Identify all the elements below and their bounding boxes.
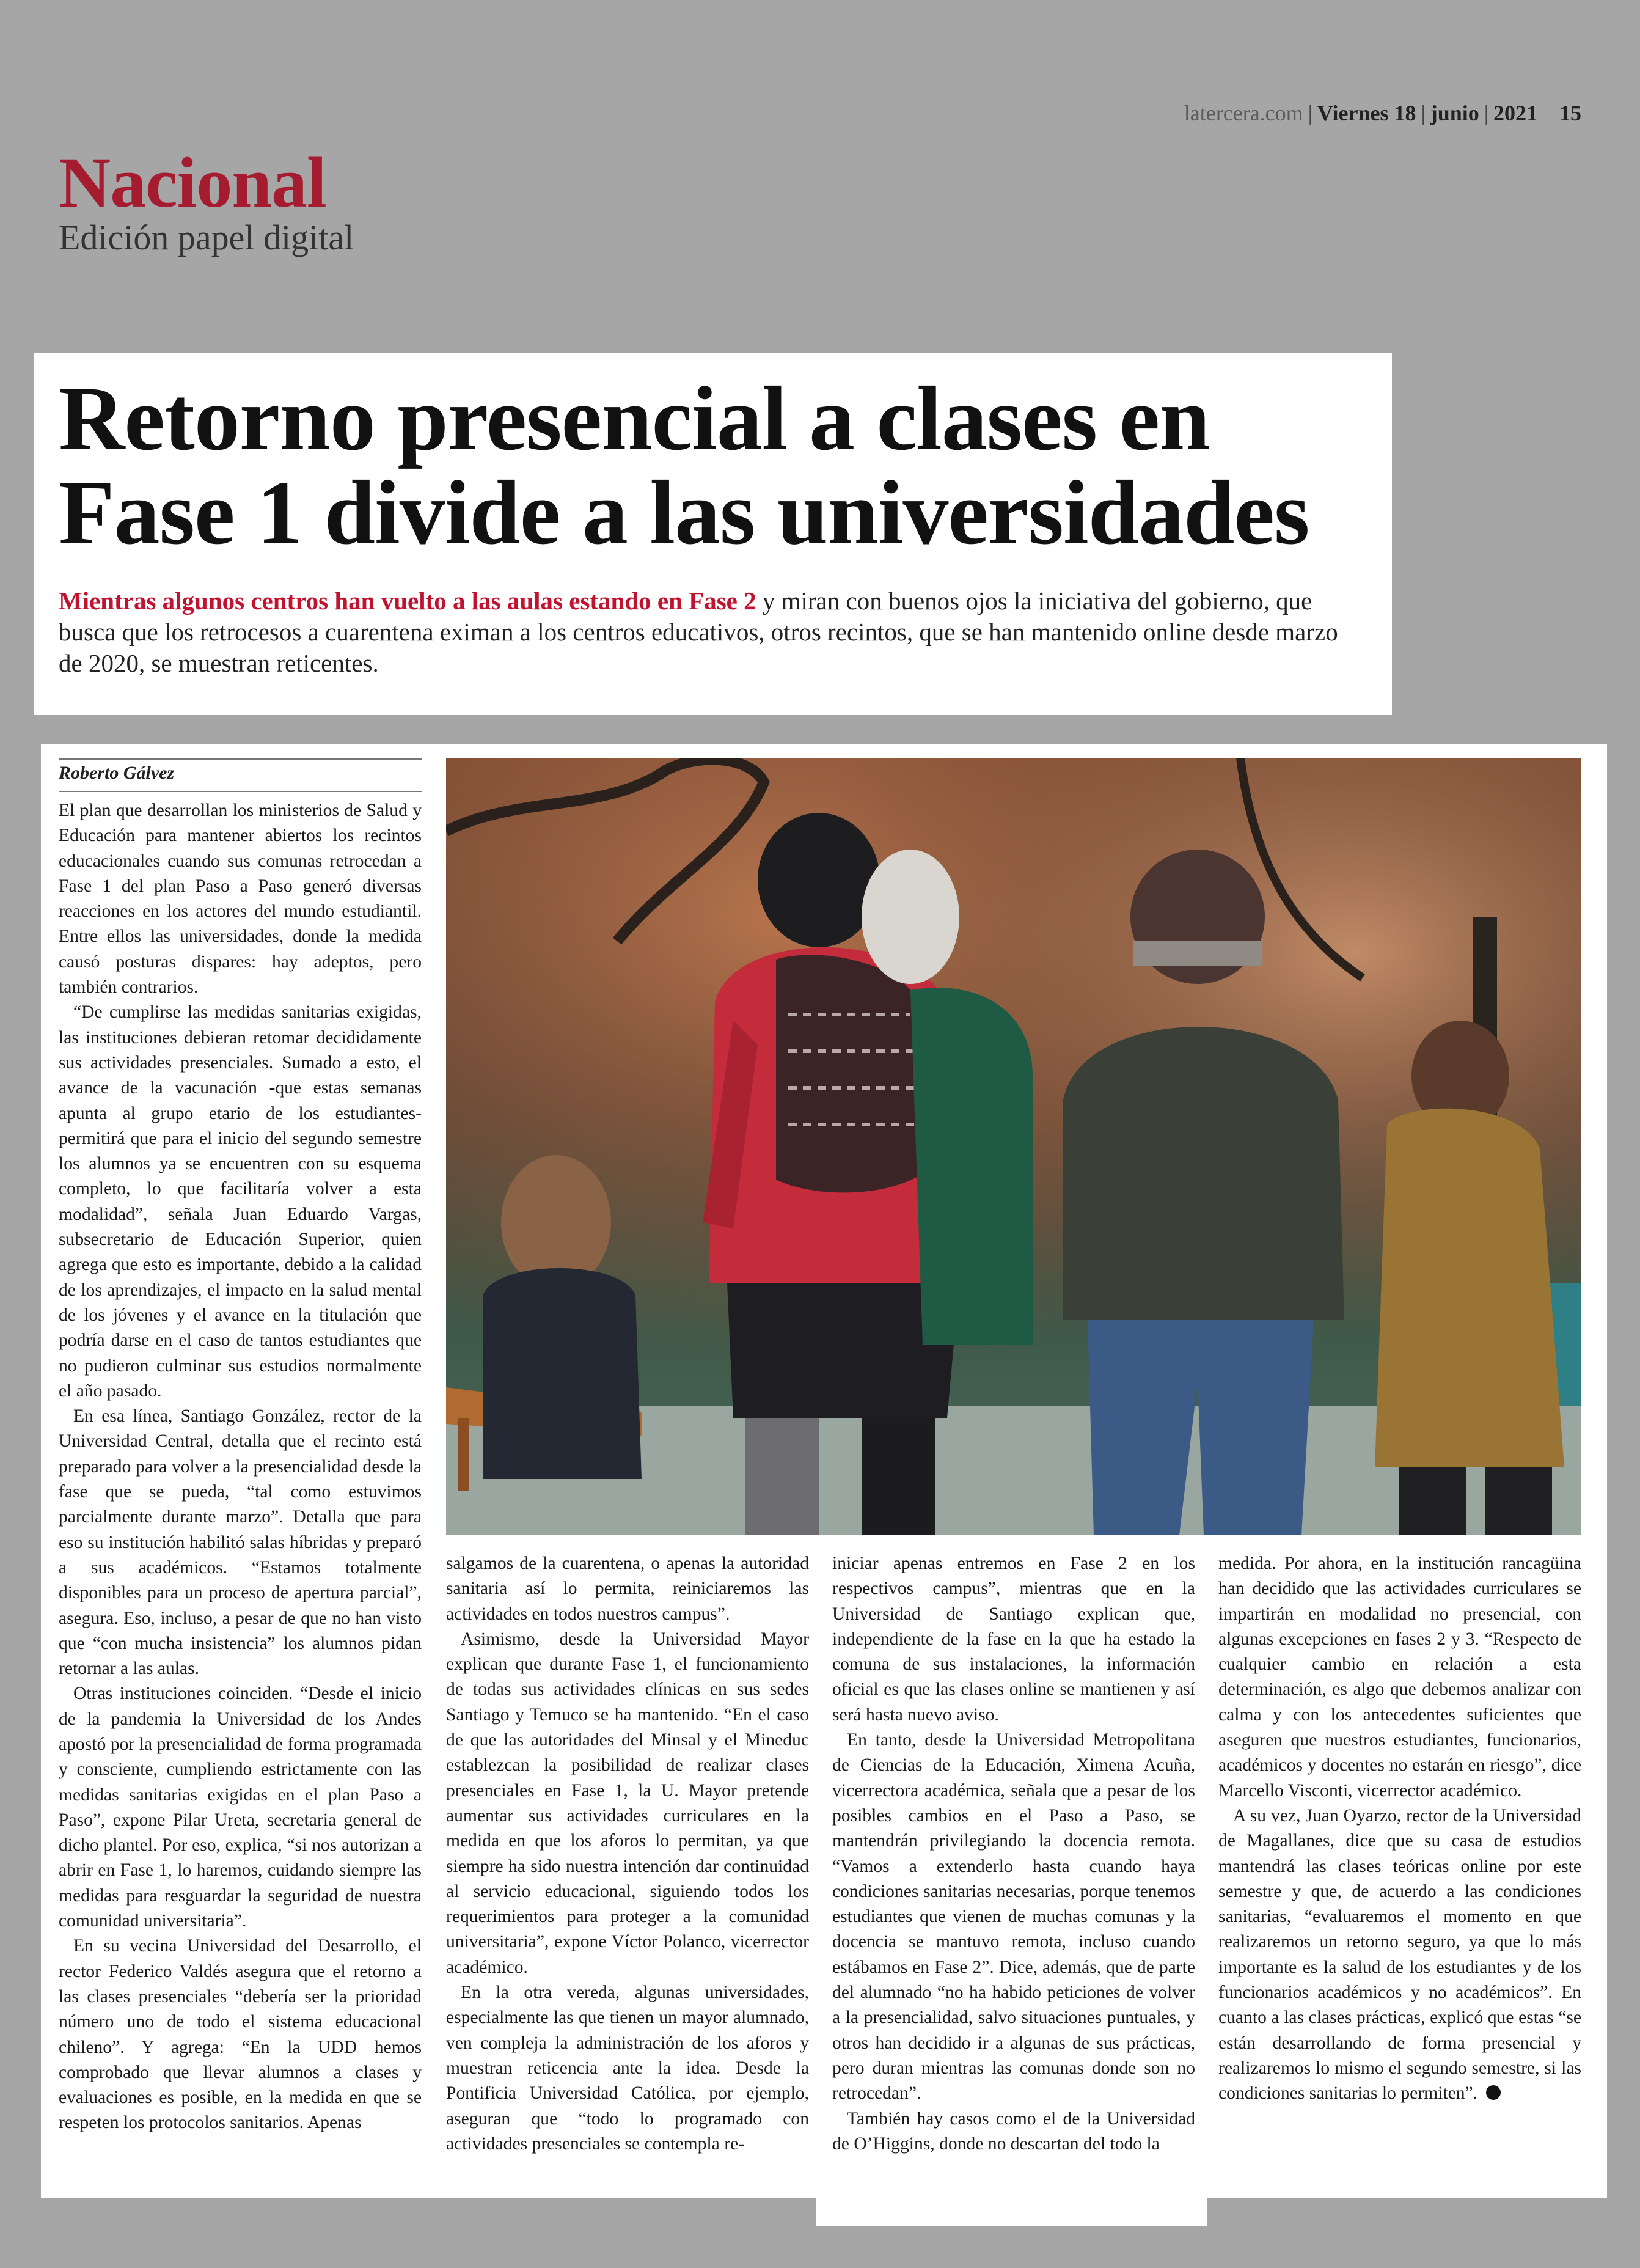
paragraph: El plan que desarrollan los ministerios de Salud y Educación para mantener abiertos los recintos educacionales cuando sus comunas retrocedan a Fase 1 del plan Paso a Paso generó diversas reacciones en los actores del mundo estudiantil. Entre ellos las universidades, donde la medida causó posturas dispares: hay adeptos, pero también contrarios.	[59, 801, 422, 997]
date-year: 2021	[1493, 101, 1537, 125]
byline-rule-bottom	[59, 791, 422, 792]
paragraph: “De cumplirse las medidas sanitarias exigidas, las instituciones debieran retomar decididamente sus actividades presenciales. Sumado a esto, el avance de la vacunación -que estas semanas apunta al grupo etario de los estudiantes- permitirá que para el inicio del segundo semestre los alumnos ya se encuentren con su esquema completo, lo que facilitaría volver a esta modalidad”, señala Juan Eduardo Vargas, subsecretario de Educación Superior, quien agrega que esto es importante, debido a la calidad de los aprendizajes, el impacto en la salud mental de los jóvenes y el avance en la titulación que podría darse en el caso de tantos estudiantes que no pudieron culminar sus estudios normalmente el año pasado.	[59, 1002, 422, 1401]
section-title: Nacional	[59, 142, 326, 222]
article-column-1	[59, 798, 422, 2136]
paragraph: Otras instituciones coinciden. “Desde el inicio de la pandemia la Universidad de los Andes apostó por la presencialidad de forma programada y consciente, cumpliendo estrictamente con las medidas sanitarias exigidas en el plan Paso a Paso”, expone Pilar Ureta, secretaria general de dicho plantel. Por eso, explica, “si nos autorizan a abrir en Fase 1, lo haremos, cuidando siempre las medidas para resguardar la seguridad de nuestra comunidad universitaria”.	[59, 1684, 422, 1931]
page-number: 15	[1559, 101, 1581, 125]
date-weekday: Viernes 18	[1317, 101, 1416, 125]
date-month: junio	[1430, 101, 1479, 125]
paragraph: iniciar apenas entremos en Fase 2 en los respectivos campus”, mientras que en la Universidad de Santiago explican que, independiente de la fase en la que ha estado la comuna de sus instalaciones, la información oficial es que las clases online se mantienen y así será hasta nuevo aviso.	[832, 1554, 1195, 1725]
article-column-4	[1218, 1551, 1581, 2107]
byline-rule-top	[59, 758, 422, 760]
body-panel-tab	[816, 2198, 1207, 2226]
paragraph: salgamos de la cuarentena, o apenas la autoridad sanitaria así lo permita, reiniciaremos las actividades en todos nuestros campus”.	[446, 1554, 809, 1624]
article-photo	[446, 758, 1581, 1535]
headline-line-1: Retorno presencial a clases en	[59, 368, 1210, 469]
article-column-3	[832, 1551, 1195, 2157]
dek-lead: Mientras algunos centros han vuelto a las aulas estando en Fase 2	[59, 587, 756, 615]
site-name[interactable]: latercera.com	[1184, 101, 1303, 125]
paragraph: En su vecina Universidad del Desarrollo, el rector Federico Valdés asegura que el retorno a las clases presenciales “debería ser la prioridad número uno de todo el sistema educacional chileno”. Y agrega: “En la UDD hemos comprobado que llevar alumnos a clases y evaluaciones es posible, en la medida en que se respeten los protocolos sanitarios. Apenas	[59, 1936, 422, 2133]
paragraph: En la otra vereda, algunas universidades, especialmente las que tienen un mayor alumnado, ven compleja la administración de los aforos y muestran reticencia ante la idea. Desde la Pontificia Universidad Católica, por ejemplo, aseguran que “todo lo programado con actividades presenciales se contempla re-	[446, 1983, 809, 2154]
byline: Roberto Gálvez	[59, 763, 175, 783]
students-walking-image	[446, 758, 1581, 1535]
article-dek	[59, 585, 1342, 679]
headline-line-2: Fase 1 divide a las universidades	[59, 462, 1309, 563]
paragraph: A su vez, Juan Oyarzo, rector de la Universidad de Magallanes, dice que su casa de estudios mantendrá las clases teóricas online por este semestre y que, de acuerdo a las condiciones sanitarias, “evaluaremos el momento en que realizaremos un retorno seguro, ya que lo más importante es la salud de los estudiantes y de los funcionarios académicos y no académicos”. En cuanto a las clases prácticas, explicó que estas “se están desarrollando de forma presencial y realizaremos lo mismo el segundo semestre, si las condiciones sanitarias lo permiten”.	[1218, 1804, 1581, 2107]
dek-rest: y miran con buenos ojos la iniciativa del gobierno, que busca que los retrocesos a cuarentena eximan a los centros educativos, otros recintos, que se han mantenido online desde marzo de 2020, se muestran reticentes.	[59, 587, 1338, 677]
paragraph: También hay casos como el de la Universidad de O’Higgins, donde no descartan del todo la	[832, 2108, 1195, 2154]
edition-subtitle: Edición papel digital	[59, 218, 354, 257]
masthead: latercera.com | Viernes 18 | junio | 2021 15	[1184, 101, 1581, 125]
article-headline	[59, 368, 1372, 563]
article-column-2	[446, 1551, 809, 2157]
paragraph: En tanto, desde la Universidad Metropolitana de Ciencias de la Educación, Ximena Acuña, vicerrectora académica, señala que a pesar de los posibles cambios en el Paso a Paso, se mantendrán privilegiando la docencia remota. “Vamos a extenderlo hasta cuando haya condiciones sanitarias necesarias, porque tenemos estudiantes que vienen de muchas comunas y la docencia se mantuvo remota, incluso cuando estábamos en Fase 2”. Dice, además, que de parte del alumnado “no ha habido peticiones de volver a la presencialidad, salvo situaciones puntuales, y otros han decidido ir a algunas de sus prácticas, pero duran mientras las comunas donde son no retrocedan”.	[832, 1730, 1195, 2104]
paragraph: Asimismo, desde la Universidad Mayor explican que durante Fase 1, el funcionamiento de todas sus actividades clínicas en sus sedes Santiago y Temuco se ha mantenido. “En el caso de que las autoridades del Minsal y el Mineduc establezcan la posibilidad de realizar clases presenciales en Fase 1, la U. Mayor pretende aumentar sus actividades curriculares en la medida en que los aforos lo permitan, ya que siempre ha sido nuestra intención dar continuidad al servicio educacional, siguiendo todos los requerimientos para proteger a la comunidad universitaria”, expone Víctor Polanco, vicerrector académico.	[446, 1629, 809, 1977]
paragraph: medida. Por ahora, en la institución rancagüina han decidido que las actividades curriculares se impartirán en modalidad no presencial, con algunas excepciones en fases 2 y 3. “Respecto de cualquier cambio en relación a esta determinación, es algo que debemos analizar con calma y con los antecedentes suficientes que aseguren que nuestros estudiantes, funcionarios, académicos y docentes no estarán en riesgo”, dice Marcello Visconti, vicerrector académico.	[1218, 1554, 1581, 1800]
paragraph: En esa línea, Santiago González, rector de la Universidad Central, detalla que el recinto está preparado para volver a la presencialidad desde la fase que se pueda, “tal como estuvimos parcialmente durante marzo”. Detalla que para eso su institución habilitó salas híbridas y preparó a sus académicos. “Estamos totalmente disponibles para un proceso de apertura parcial”, asegura. Eso, incluso, a pesar de que no han visto que “con mucha insistencia” los alumnos pidan retornar a las aulas.	[59, 1406, 422, 1679]
